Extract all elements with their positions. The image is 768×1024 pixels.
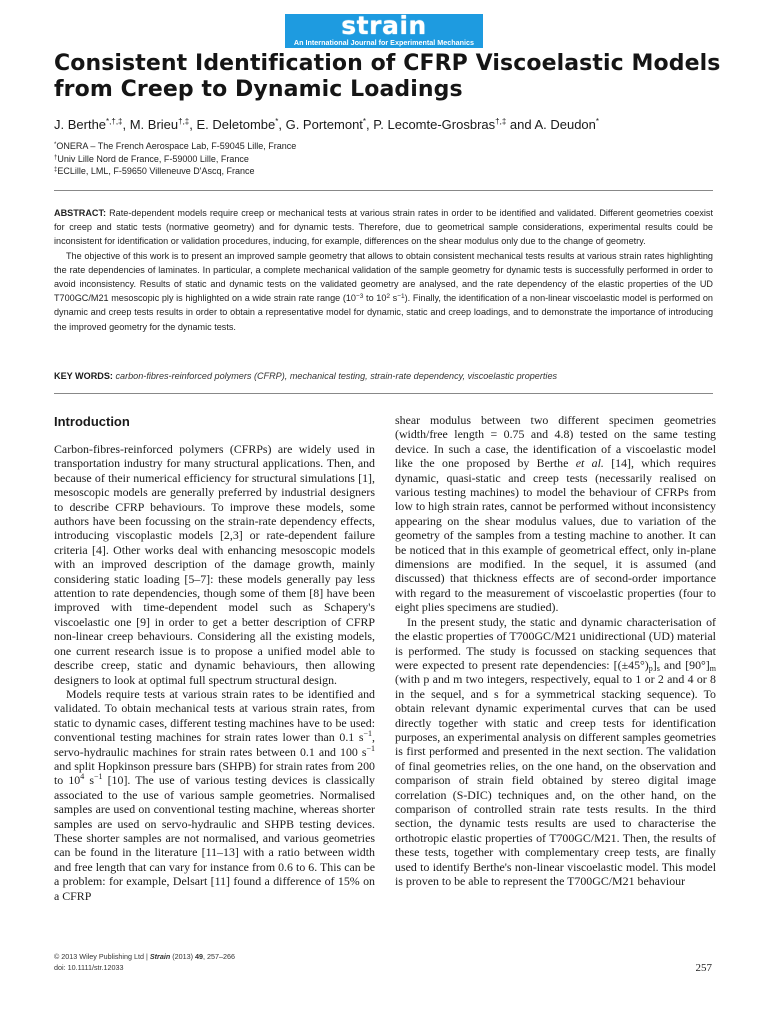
- footer-text: © 2013 Wiley Publishing Ltd |: [54, 952, 150, 961]
- body-paragraph: [395, 413, 716, 615]
- affil-text: Univ Lille Nord de France, F-59000 Lille, France: [57, 153, 249, 164]
- journal-banner: [285, 11, 483, 48]
- keywords-label: KEY WORDS:: [54, 371, 113, 381]
- affil-text: ONERA – The French Aerospace Lab, F-59045 Lille, France: [56, 141, 297, 151]
- abstract-text: The objective of this work is to present an improved sample geometry that allows to obtain consistent mechanical tests results at various strain rates highlighting the rate dependencies of laminates. In particular, a complete mechanical validation of the sample geometry for dynamic tests is successfully performed in order to avoid inconsistency. Results of static and dynamic tests on the validated geometry are analysed, and the rate dependency of the elastic properties of the UD T700GC/M21 mesoscopic ply is highlighted on a wide strain rate range (10: [54, 250, 713, 304]
- exponent: −1: [93, 772, 103, 782]
- exponent: 2: [386, 293, 391, 301]
- exponent: 4: [80, 772, 85, 782]
- body-text: and split Hopkinson pressure bars (SHPB) for strain rates from 200 to 10: [54, 758, 375, 788]
- author-name: and A. Deudon: [506, 117, 596, 132]
- body-text: (with p and m two integers, respectively, equal to 1 or 2 and 4 or 8 in the sequel, and s for a symmetrical stacking sequence). To obtain relevant dynamic experimental curves that can be used directly together with static and creep tests for identification purposes, an experimental analysis on different samples geometries is first performed and presented in the next section. The validation of final geometries relies, on the one hand, on the observation and comparison of strain field obtained by stereo digital image correlation (S-DIC) techniques and, on the other hand, on the comparison of controlled strain rate tests results. In the third section, the dynamic tests results are used to characterise the orthotropic elastic properties of T700GC/M21. Then, the results of these tests, together with complementary creep tests, are finally used to identify Berthe's non-linear viscoelastic model. This model is proven to be able to represent the T700GC/M21 behaviour: [395, 672, 716, 888]
- body-paragraph: Carbon-fibres-reinforced polymers (CFRPs) are widely used in transportation industry for many structural applications. Then, and because of their numerical efficiency for structural simulations [1], mesoscopic models are generally preferred by industrial designers to describe CFRP behaviours. To improve these models, some authors have been focussing on the strain-rate dependency effects, introducing viscoplastic models [2,3] or rate-dependent failure criteria [4]. Other works deal with enhancing mesoscopic models with an improved description of the damage growth, mainly considering static loading [5–7]: these models generally pay less attention to rate dependencies, though some of them [8] have been improved with time-dependent model such as Schapery's viscoelastic one [9] in order to get a better description of CFRP non-linear creep behaviours. Considering all the existing models, one current research issue is to propose a unified model able to describe creep, static and dynamic behaviours, then allowing designers to look at optimal full spectrum structural design.: [54, 442, 375, 687]
- footer-copyright-line: [54, 952, 235, 963]
- footer-journal: Strain: [149, 952, 171, 961]
- affil-mark: †: [54, 154, 58, 161]
- author-affil-mark: *: [275, 117, 279, 126]
- page-number: 257: [695, 962, 712, 974]
- keywords: [54, 370, 713, 382]
- divider: [54, 190, 713, 191]
- abstract-text: Rate-dependent models require creep or mechanical tests at various strain rates in order to be identified and validated. Different geometries coexist for creep and static tests (normative geometry) and for dynamic tests. Therefore, due to geometrical sample considerations, experimental results could be inconsistent for identification or validation procedures, inducing, for example, differences on the shear modulus only due to the change of geometry.: [54, 208, 713, 247]
- abstract-text: to 10: [363, 293, 387, 304]
- left-column: [54, 442, 375, 903]
- exponent: −1: [366, 743, 375, 753]
- keywords-text: carbon-fibres-reinforced polymers (CFRP), mechanical testing, strain-rate dependency, viscoelastic properties: [112, 371, 558, 381]
- affil-mark: ‡: [54, 167, 58, 173]
- author-name: J. Berthe: [54, 117, 107, 132]
- abstract-paragraph: [54, 249, 713, 334]
- body-paragraph: [395, 615, 716, 889]
- author-affil-mark: †,‡: [495, 117, 507, 126]
- subscript: p: [648, 663, 653, 673]
- footer-citation: [54, 952, 235, 973]
- author-affil-mark: †,‡: [178, 117, 190, 126]
- author-list: [54, 117, 734, 133]
- abstract-text: ). Finally, the identification of a non-linear viscoelastic model is performed on dynamic and creep tests results in order to obtain a representative model for dynamic, static and creep loadings, and to demonstrate the importance of introducing the improved geometry for the dynamic tests.: [54, 293, 713, 332]
- body-text: shear modulus between two different specimen geometries (width/free length = 0.75 and 4.8) tested on the same testing device. In such a case, the identification of a viscoelastic model like the one proposed by Berthe: [395, 413, 716, 471]
- body-text: , servo-hydraulic machines for strain rates between 0.1 and 100 s: [54, 730, 375, 759]
- affiliation: [54, 165, 734, 178]
- author-affil-mark: *,†,‡: [106, 117, 123, 126]
- article-title: [54, 51, 734, 103]
- author-name: , M. Brieu: [122, 117, 179, 132]
- abstract: [54, 206, 713, 334]
- footer-doi[interactable]: doi: 10.1111/str.12033: [54, 962, 124, 972]
- body-text: s: [84, 773, 94, 788]
- affil-mark: *: [54, 142, 57, 148]
- author-affil-mark: *: [362, 117, 367, 126]
- author-name: , P. Lecomte-Grosbras: [366, 117, 496, 132]
- author-affil-mark: *: [595, 117, 600, 126]
- abstract-text: s: [390, 293, 398, 304]
- author-name: , E. Deletombe: [189, 117, 276, 132]
- body-text: [10]. The use of various testing devices is classically associated to the use of various sample geometries. Normalised samples are used on conventional testing machine, whereas shorter samples are used on servo-hydraulic and SHPB testing devices. These shorter samples are not normalised, and various geometries can be found in the literature [11–13] with a ratio between width and free length that can vary for instance from 0.6 to 6. This can be a problem: for example, Delsart [11] found a difference of 15% on a CFRP: [54, 773, 375, 903]
- right-column: [395, 413, 716, 888]
- abstract-paragraph: [54, 206, 713, 249]
- journal-name: strain: [341, 11, 427, 40]
- affiliation: [54, 153, 734, 166]
- body-text: and [90°]: [659, 657, 710, 672]
- abstract-label: ABSTRACT:: [54, 208, 107, 218]
- footer-text: (2013): [170, 952, 196, 961]
- affiliation: [54, 140, 734, 153]
- body-paragraph: [54, 687, 375, 903]
- exponent: −1: [363, 729, 373, 739]
- body-text: ]: [652, 657, 657, 672]
- body-text: et al.: [575, 456, 604, 471]
- section-heading: Introduction: [54, 414, 130, 429]
- journal-tagline: An International Journal for Experimental Mechanics: [293, 38, 475, 47]
- affil-text: ECLille, LML, F-59650 Villeneuve D'Ascq, France: [57, 166, 255, 176]
- title-line-1: Consistent Identification of CFRP Viscoelastic Models: [54, 51, 721, 76]
- author-name: , G. Portemont: [278, 117, 363, 132]
- footer-text: , 257–266: [203, 952, 235, 961]
- footer-volume: 49: [195, 952, 204, 961]
- subscript: m: [709, 663, 716, 673]
- exponent: −1: [397, 293, 405, 301]
- title-line-2: from Creep to Dynamic Loadings: [54, 77, 463, 102]
- subscript: s: [656, 663, 660, 673]
- body-text: [14], which requires dynamic, quasi-static and creep tests (necessarily realised on various testing machines) to model the behaviour of CFRPs from low to high strain rates, cannot be performed without inconsistency appearing on the shear modulus values, due to variation of the geometry of the samples from a testing machine to another. It can be noticed that in this example of geometrical effect, only in-plane dimensions are modified. In the sequel, it is assumed (and discussed) that thickness effects are of second-order importance with regard to the measurement of viscoelastic properties (four to eight plies specimens are studied).: [395, 456, 716, 615]
- body-text: Models require tests at various strain rates to be identified and validated. To obtain mechanical tests at various strain rates, from static to dynamic cases, different testing machines have to be used: conventional testing machines for strain rates lower than 0.1 s: [54, 686, 375, 745]
- body-text: In the present study, the static and dynamic characterisation of the elastic properties of T700GC/M21 unidirectional (UD) material is performed. The study is focussed on stacking sequences that were expected to present rate dependencies: [(±45°): [395, 614, 716, 672]
- affiliations: [54, 140, 734, 178]
- exponent: −3: [355, 293, 364, 301]
- divider: [54, 393, 713, 394]
